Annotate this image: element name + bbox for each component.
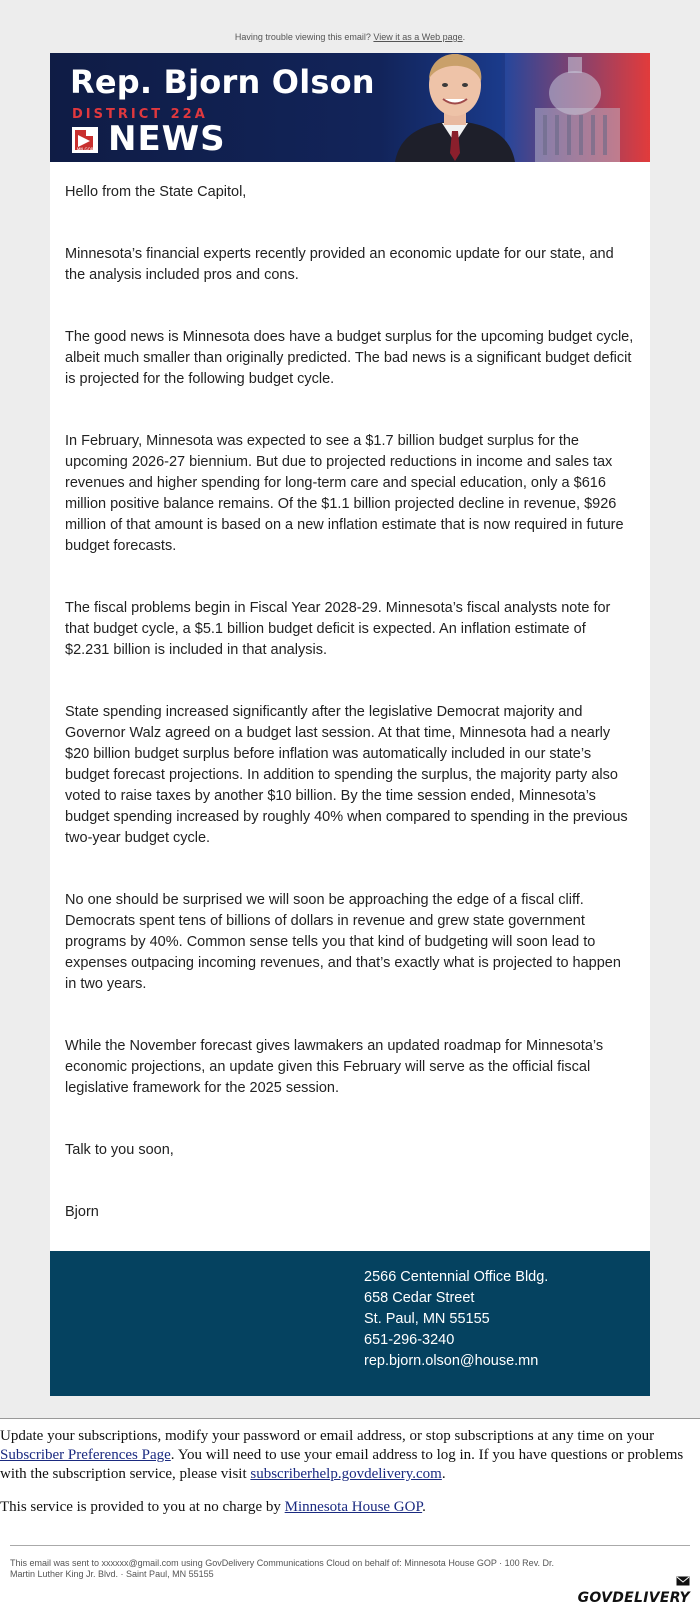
phone-number: 651-296-3240 — [364, 1332, 455, 1348]
preheader-text: Having trouble viewing this email? — [234, 32, 371, 42]
paragraph: No one should be surprised we will soon be approaching the edge of a fiscal cliff. Democrats spent tens of billions of dollars in revenue and grew state government programs by 40%. Common sense tells you that kind of budgeting will soon lead to expenses outpacing incoming revenues, and that’s exactly what is projected to happen in two years. — [65, 892, 621, 992]
greeting: Hello from the State Capitol, — [65, 184, 247, 200]
paragraph: Minnesota’s financial experts recently provided an economic update for our state, and the analysis included pros and cons. — [65, 246, 614, 283]
svg-text:MN GOP: MN GOP — [76, 147, 94, 152]
signature: Bjorn — [65, 1204, 99, 1220]
preheader: Having trouble viewing this email? View it as a Web page. — [234, 32, 466, 42]
subscriber-help-link[interactable]: subscriberhelp.govdelivery.com — [250, 1466, 442, 1482]
paragraph: While the November forecast gives lawmakers an updated roadmap for Minnesota’s economic projections, an update given this February will serve as the official fiscal legislative framework for the 2025 session. — [65, 1038, 604, 1096]
envelope-icon — [676, 1576, 690, 1586]
service-text: This service is provided to you at no charge by Minnesota House GOP. — [0, 1499, 426, 1515]
email-address: rep.bjorn.olson@house.mn — [364, 1353, 539, 1369]
paragraph: State spending increased significantly after the legislative Democrat majority and Governor Walz agreed on a budget last session. At that time, Minnesota had a nearly $20 billion budget surplus before inflation was automatically included in our state’s budget forecast projections. In addition to spending the surplus, the majority party also voted to raise taxes by another $10 billion. By the time session ended, Minnesota’s budget spending increased by roughly 40% when compared to spending in the previous two-year budget cycle. — [65, 704, 628, 846]
address-line: St. Paul, MN 55155 — [364, 1311, 490, 1327]
footer-divider — [10, 1545, 690, 1546]
email-container — [50, 53, 650, 1396]
sent-to-text: This email was sent to xxxxxx@gmail.com using GovDelivery Communications Cloud on behalf of: Minnesota House GOP · 100 Rev. Dr. Martin Luther King Jr. Blvd. · Saint Paul, MN 55155 — [10, 1558, 555, 1579]
banner-news: NEWS — [108, 119, 226, 159]
paragraph: The good news is Minnesota does have a budget surplus for the upcoming budget cycle, albeit much smaller than originally predicted. The bad news is a significant budget deficit is projected for the following budget cycle. — [65, 329, 634, 387]
closing: Talk to you soon, — [65, 1142, 174, 1158]
footer-divider — [0, 1418, 700, 1419]
banner-title: Rep. Bjorn Olson — [70, 63, 375, 101]
view-web-page-link[interactable]: View it as a Web page — [373, 32, 463, 42]
address-line: 658 Cedar Street — [364, 1290, 475, 1306]
subscriber-preferences-link[interactable]: Subscriber Preferences Page — [0, 1447, 171, 1463]
message-body — [50, 162, 650, 1251]
paragraph: The fiscal problems begin in Fiscal Year 2028-29. Minnesota’s fiscal analysts note for that budget cycle, a $5.1 billion budget deficit is expected. An inflation estimate of $2.231 billion is included in that analysis. — [65, 600, 611, 658]
banner-district: DISTRICT 22A — [72, 107, 208, 122]
paragraph: In February, Minnesota was expected to see a $1.7 billion budget surplus for the upcoming 2026-27 biennium. But due to projected reductions in income and sales tax revenues and higher spending for long-term care and special education, only a $616 million positive balance remains. Of the $1.1 billion projected decline in revenue, $926 million of that amount is based on a new inflation estimate that is now required in future budget forecasts. — [65, 433, 624, 554]
header-banner — [50, 53, 650, 162]
subscription-footer — [0, 1418, 700, 1609]
representative-photo — [380, 53, 530, 162]
subscription-text: Update your subscriptions, modify your password or email address, or stop subscriptions at any time on your Subscriber Preferences Page. You will need to use your email address to log in. If you have questions or problems with the subscription service, please visit subscriberhelp.govdelivery.com. — [0, 1428, 684, 1482]
minnesota-house-gop-link[interactable]: Minnesota House GOP — [284, 1499, 423, 1515]
govdelivery-logo: GOVDELIVERY — [577, 1590, 690, 1606]
address-line: 2566 Centennial Office Bldg. — [364, 1269, 549, 1285]
mn-gop-logo-icon — [72, 127, 98, 153]
contact-footer — [50, 1251, 650, 1396]
